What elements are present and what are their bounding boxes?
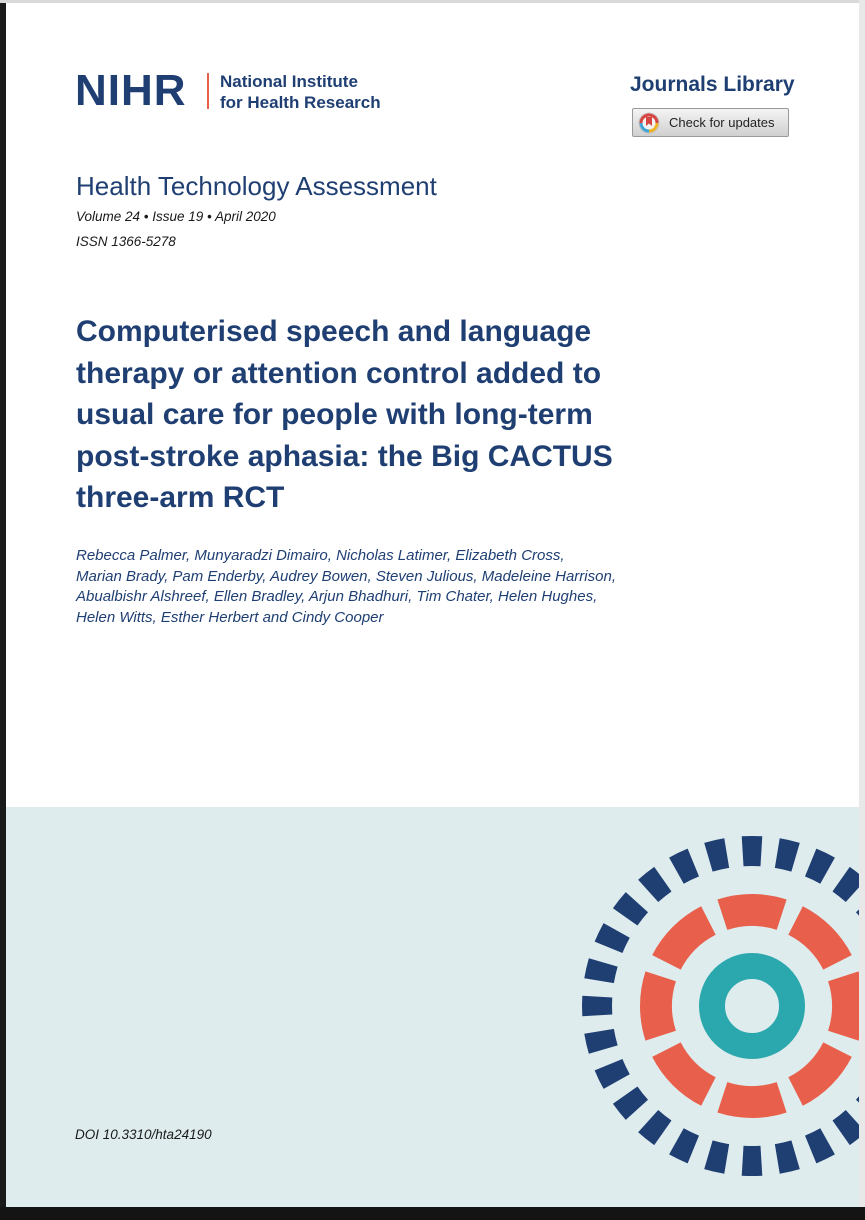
outer-ring-segment: [833, 1110, 859, 1145]
outer-ring-segment: [742, 1146, 763, 1176]
org-name-line2: for Health Research: [220, 93, 381, 112]
crossmark-icon: [638, 112, 660, 134]
cover-page: [6, 3, 859, 1207]
org-name-line1: National Institute: [220, 72, 358, 91]
middle-ring-segment: [717, 894, 786, 930]
outer-ring-segment: [584, 958, 617, 983]
issn: ISSN 1366-5278: [76, 234, 176, 249]
outer-ring-segment: [582, 996, 612, 1017]
outer-ring-segment: [595, 1059, 630, 1089]
nihr-logo-text: [220, 71, 381, 113]
outer-ring-segment: [638, 867, 671, 902]
author-line: Rebecca Palmer, Munyaradzi Dimairo, Nicholas Latimer, Elizabeth Cross,: [76, 547, 565, 564]
middle-ring-segment: [788, 906, 851, 969]
outer-ring-segment: [704, 838, 729, 871]
outer-ring-segment: [775, 1140, 800, 1173]
outer-ring-segment: [805, 1128, 835, 1163]
journal-title: Health Technology Assessment: [76, 171, 437, 201]
middle-ring-segment: [717, 1082, 786, 1118]
logo-divider: [207, 73, 209, 109]
outer-ring-segment: [833, 867, 859, 902]
outer-ring-segment: [613, 1087, 648, 1120]
middle-ring-segment: [788, 1042, 851, 1105]
right-edge: [859, 0, 865, 1207]
bottom-bar: [0, 1207, 865, 1220]
outer-ring-segment: [669, 849, 699, 884]
outer-ring-segment: [742, 836, 763, 866]
outer-ring-segment: [669, 1128, 699, 1163]
middle-ring-segment: [640, 971, 676, 1040]
journal-issue-info: Volume 24 • Issue 19 • April 2020: [76, 209, 276, 224]
article-title: Computerised speech and language therapy or attention control added to usual care for people with long-term post-stroke aphasia: the Big CACTUS three-arm RCT: [76, 315, 613, 514]
outer-ring-segment: [638, 1110, 671, 1145]
middle-dashed-ring: [640, 894, 859, 1118]
middle-ring-segment: [652, 1042, 715, 1105]
outer-ring-segment: [775, 838, 800, 871]
outer-ring-segment: [805, 849, 835, 884]
check-for-updates-label: Check for updates: [669, 115, 775, 130]
outer-ring-segment: [704, 1140, 729, 1173]
middle-ring-segment: [652, 906, 715, 969]
outer-ring-segment: [613, 892, 648, 925]
nihr-logo-mark[interactable]: NIHR: [75, 66, 187, 115]
outer-ring-segment: [584, 1029, 617, 1054]
concentric-rings-graphic: [579, 833, 859, 1179]
inner-ring: [712, 966, 792, 1046]
middle-ring-segment: [828, 971, 859, 1040]
author-line: Abualbishr Alshreef, Ellen Bradley, Arjun Bhadhuri, Tim Chater, Helen Hughes,: [76, 588, 598, 605]
doi: DOI 10.3310/hta24190: [75, 1127, 212, 1142]
author-line: Marian Brady, Pam Enderby, Audrey Bowen, Steven Julious, Madeleine Harrison,: [76, 567, 616, 585]
author-list: [76, 546, 676, 628]
author-line: Helen Witts, Esther Herbert and Cindy Cooper: [76, 608, 384, 626]
check-for-updates-button[interactable]: [632, 108, 789, 137]
outer-ring-segment: [595, 923, 630, 953]
journals-library-label[interactable]: Journals Library: [630, 73, 795, 96]
